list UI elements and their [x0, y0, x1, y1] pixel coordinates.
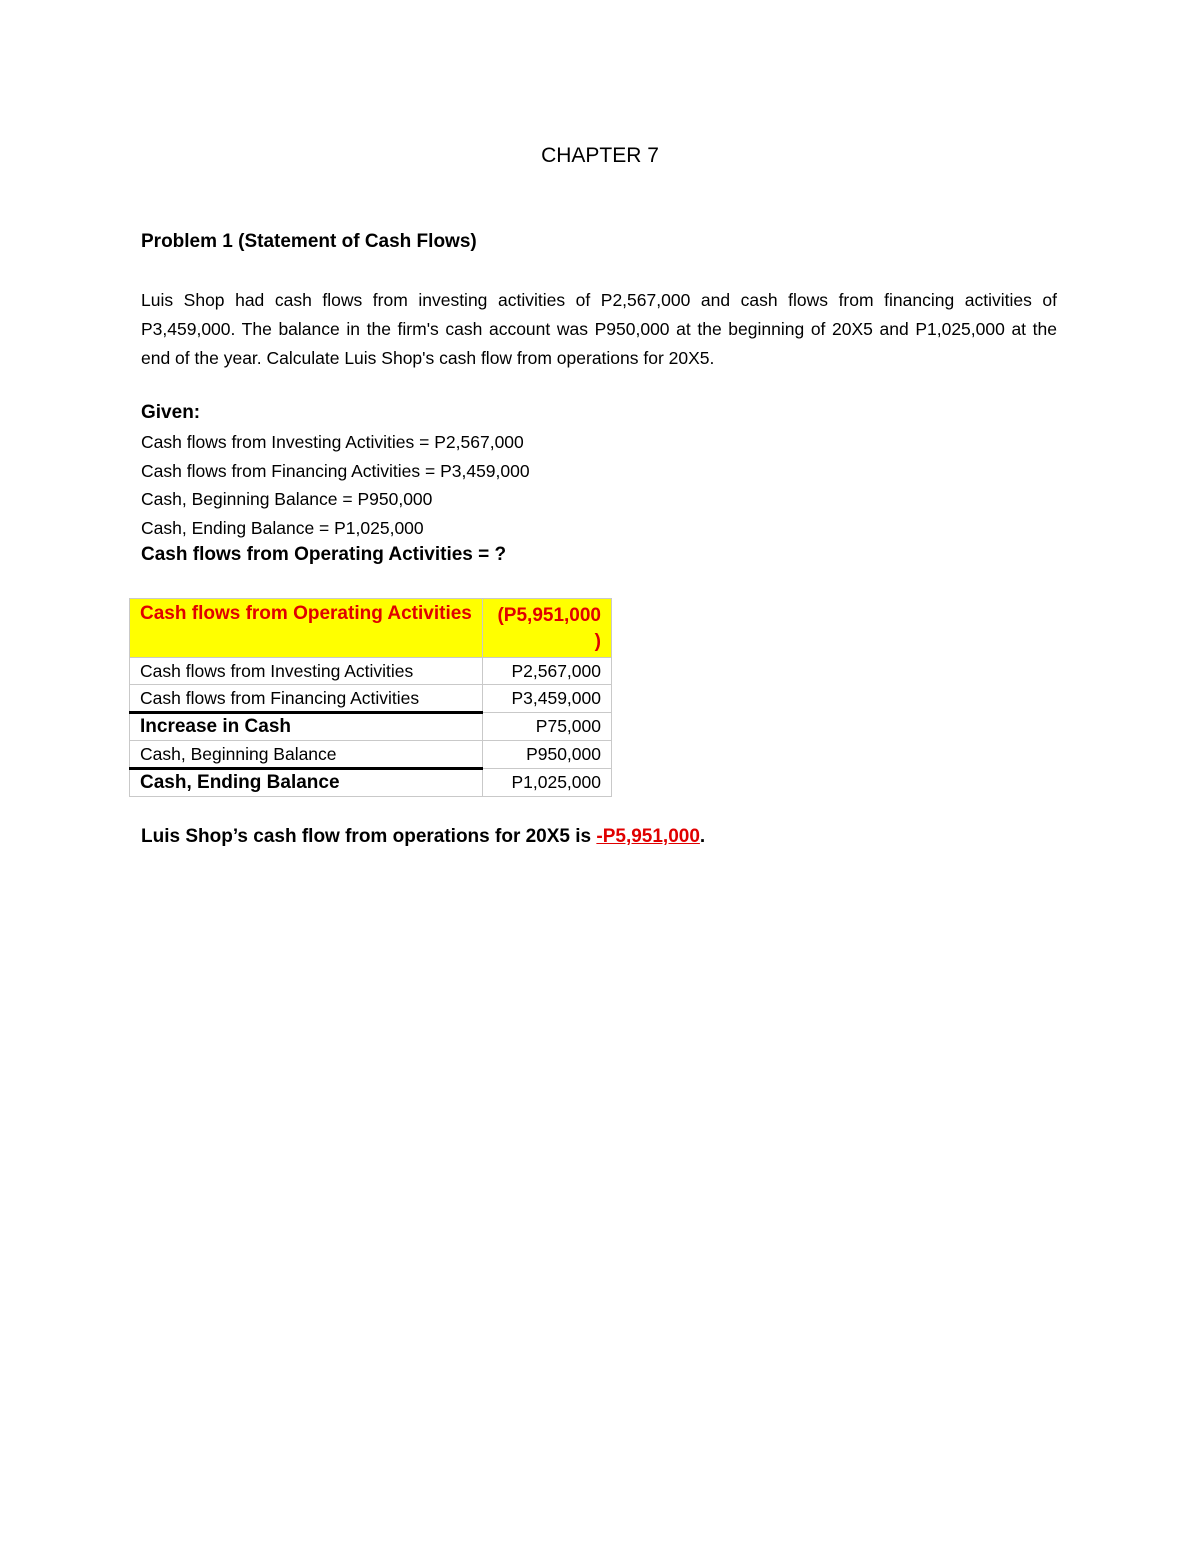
problem-title: Problem 1 (Statement of Cash Flows): [141, 231, 477, 252]
table-row-investing: [130, 658, 612, 685]
row-value: (P5,951,000 ): [482, 599, 611, 658]
given-label: Given:: [141, 402, 201, 423]
given-list: [141, 428, 530, 542]
row-label: Cash flows from Investing Activities: [130, 658, 483, 685]
row-label: Cash flows from Financing Activities: [130, 685, 483, 713]
row-value: P1,025,000: [482, 769, 611, 797]
table-row-financing: [130, 685, 612, 713]
row-label: Cash, Beginning Balance: [130, 741, 483, 769]
table-row-increase: [130, 713, 612, 741]
conclusion-prefix: Luis Shop’s cash flow from operations for 20X5 is: [141, 826, 597, 847]
problem-text: Luis Shop had cash flows from investing activities of P2,567,000 and cash flows from financing activities of P3,459,000. The balance in the firm's cash account was P950,000 at the beginning of 20X5 and P1,025,000 at the end of the year. Calculate Luis Shop's cash flow from operations for 20X5.: [141, 290, 1057, 368]
cash-flow-table: [129, 598, 612, 797]
given-item: Cash, Beginning Balance = P950,000: [141, 489, 433, 509]
row-value: P3,459,000: [482, 685, 611, 713]
table-row-ending: [130, 769, 612, 797]
table-row-beginning: [130, 741, 612, 769]
conclusion-suffix: .: [699, 826, 706, 847]
given-item: Cash, Ending Balance = P1,025,000: [141, 517, 424, 538]
row-value: P75,000: [482, 713, 611, 741]
row-value: P2,567,000: [482, 658, 611, 685]
given-item: Cash flows from Financing Activities = P3,459,000: [141, 460, 530, 481]
row-label: Cash, Ending Balance: [130, 769, 483, 797]
chapter-title: CHAPTER 7: [541, 144, 659, 167]
row-label: Increase in Cash: [130, 713, 483, 741]
row-label: Cash flows from Operating Activities: [130, 599, 483, 658]
table-row-operating: [130, 599, 612, 658]
row-value: P950,000: [482, 741, 611, 769]
given-question: Cash flows from Operating Activities = ?: [141, 544, 507, 565]
conclusion-answer: -P5,951,000: [596, 826, 700, 847]
given-item: Cash flows from Investing Activities = P2,567,000: [141, 432, 524, 452]
conclusion: [141, 824, 705, 850]
